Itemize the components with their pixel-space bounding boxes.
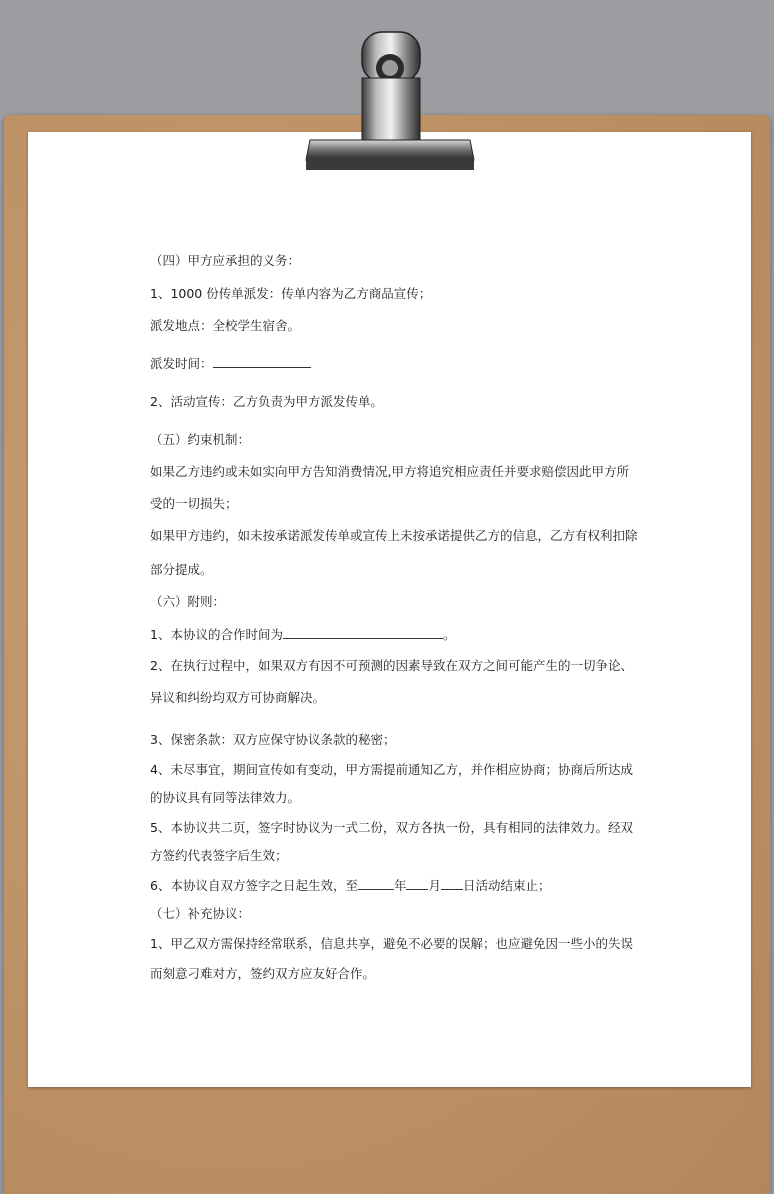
text-line: 1、甲乙双方需保持经常联系，信息共享，避免不必要的误解；也应避免因一些小的失误 bbox=[150, 936, 633, 951]
year-label: 年 bbox=[393, 878, 407, 893]
text-line: 异议和纠纷均双方可协商解决。 bbox=[150, 690, 326, 705]
period-mark: 。 bbox=[442, 627, 456, 642]
text-line: 3、保密条款：双方应保守协议条款的秘密； bbox=[150, 732, 396, 747]
month-label: 月 bbox=[428, 878, 441, 893]
day-blank-field[interactable] bbox=[441, 877, 463, 890]
label: 6、本协议自双方签字之日起生效，至 bbox=[150, 878, 358, 893]
text-line-with-blank bbox=[150, 626, 455, 643]
text-line: 受的一切损失； bbox=[150, 496, 238, 511]
text-line: 1、1000 份传单派发：传单内容为乙方商品宣传； bbox=[150, 286, 432, 301]
text-line-with-blank bbox=[150, 355, 311, 372]
text-line-with-date-blanks bbox=[150, 877, 551, 894]
text-line: 方签约代表签字后生效； bbox=[150, 848, 288, 863]
section-heading-4: （四）甲方应承担的义务： bbox=[150, 253, 301, 268]
blank-field[interactable] bbox=[213, 355, 311, 368]
text-line: 2、在执行过程中，如果双方有因不可预测的因素导致在双方之间可能产生的一切争论、 bbox=[150, 658, 633, 673]
label: 派发时间： bbox=[150, 356, 213, 371]
text-line: 如果甲方违约，如未按承诺派发传单或宣传上未按承诺提供乙方的信息，乙方有权利扣除 bbox=[150, 528, 638, 543]
binder-clip-icon bbox=[300, 28, 480, 178]
text-line: 派发地点：全校学生宿舍。 bbox=[150, 318, 301, 333]
text-line: 而刻意刁难对方，签约双方应友好合作。 bbox=[150, 966, 376, 981]
text-line: 部分提成。 bbox=[150, 562, 213, 577]
month-blank-field[interactable] bbox=[406, 877, 428, 890]
section-heading-5: （五）约束机制： bbox=[150, 432, 251, 447]
section-heading-7: （七）补充协议： bbox=[150, 906, 251, 921]
label: 1、本协议的合作时间为 bbox=[150, 627, 283, 642]
section-heading-6: （六）附则： bbox=[150, 594, 226, 609]
text-line: 2、活动宣传：乙方负责为甲方派发传单。 bbox=[150, 394, 383, 409]
blank-field[interactable] bbox=[283, 626, 443, 639]
text-line: 如果乙方违约或未如实向甲方告知消费情况,甲方将追究相应责任并要求赔偿因此甲方所 bbox=[150, 464, 629, 479]
text-line: 5、本协议共二页，签字时协议为一式二份，双方各执一份，具有相同的法律效力。经双 bbox=[150, 820, 633, 835]
day-label: 日活动结束止； bbox=[463, 878, 551, 893]
year-blank-field[interactable] bbox=[358, 877, 394, 890]
text-line: 的协议具有同等法律效力。 bbox=[150, 790, 301, 805]
text-line: 4、未尽事宜，期间宣传如有变动，甲方需提前通知乙方，并作相应协商；协商后所达成 bbox=[150, 762, 633, 777]
